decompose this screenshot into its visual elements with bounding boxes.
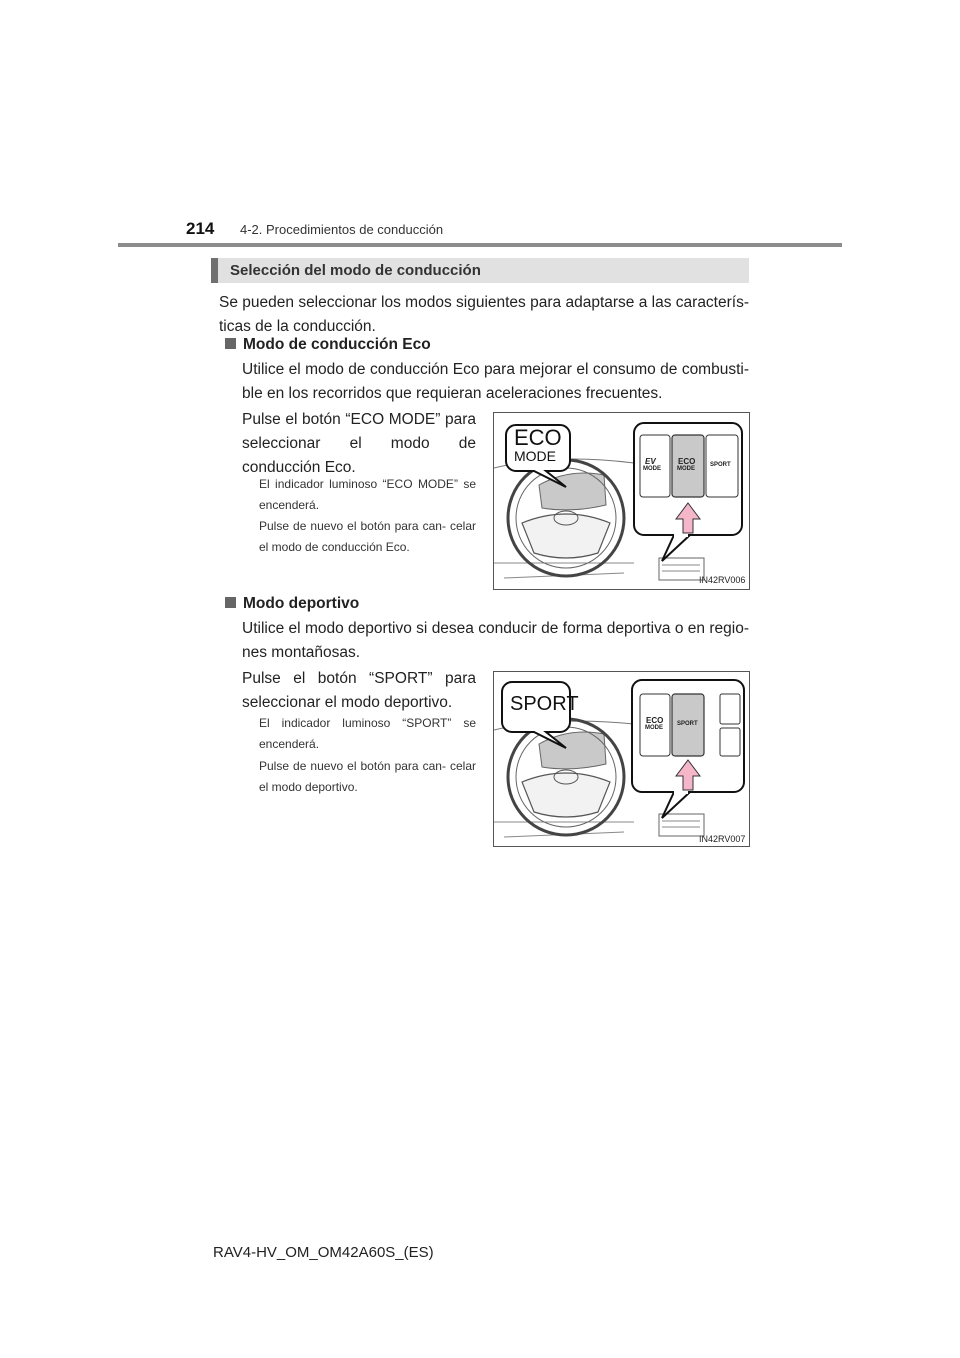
sport-mode-heading	[225, 595, 359, 613]
document-code-footer: RAV4-HV_OM_OM42A60S_(ES)	[213, 1244, 434, 1261]
sport-mode-note-cancel: Pulse de nuevo el botón para can- celar el modo deportivo.	[259, 759, 476, 794]
header-divider	[118, 243, 842, 247]
eco-mode-button-label: ECO	[678, 457, 696, 466]
eco-mode-note-indicator: El indicador luminoso “ECO MODE” se encenderá.	[259, 477, 476, 512]
eco-mode-description: Utilice el modo de conducción Eco para mejorar el consumo de combusti- ble en los recorridos que requieran aceleraciones frecuentes.	[242, 361, 749, 402]
sport-callout-label: SPORT	[510, 693, 579, 715]
eco-mode-note-cancel: Pulse de nuevo el botón para can- celar el modo de conducción Eco.	[259, 519, 476, 554]
sport-mode-note-indicator: El indicador luminoso “SPORT” se encenderá.	[259, 716, 476, 751]
eco-mode-button-sublabel: MODE	[645, 725, 663, 731]
ev-mode-button-label: EV	[645, 457, 656, 466]
figure-code: IN42RV006	[699, 575, 746, 585]
sport-mode-instruction: Pulse el botón “SPORT” para seleccionar el modo deportivo.	[242, 670, 476, 711]
eco-mode-heading-text: Modo de conducción Eco	[243, 336, 431, 353]
intro-paragraph: Se pueden seleccionar los modos siguientes para adaptarse a las caracterís- ticas de la conducción.	[219, 294, 749, 335]
page-number: 214	[186, 219, 215, 238]
chapter-heading: 4-2. Procedimientos de conducción	[240, 222, 444, 237]
sport-mode-illustration	[493, 671, 750, 847]
bullet-square-icon	[225, 338, 236, 349]
eco-mode-button-sublabel: MODE	[677, 466, 695, 472]
eco-callout-label: ECO	[514, 425, 562, 450]
eco-mode-heading	[225, 336, 431, 354]
eco-callout-sublabel: MODE	[514, 448, 556, 464]
sport-button-label: SPORT	[677, 721, 698, 727]
section-title: Selección del modo de conducción	[230, 262, 481, 279]
eco-mode-button-label: ECO	[646, 716, 664, 725]
section-title-bar	[211, 258, 749, 283]
figure-code: IN42RV007	[699, 834, 746, 844]
sport-mode-heading-text: Modo deportivo	[243, 595, 360, 612]
sport-mode-description: Utilice el modo deportivo si desea conducir de forma deportiva o en regio- nes montañosas.	[242, 620, 749, 661]
bullet-square-icon	[225, 597, 236, 608]
eco-mode-illustration	[493, 412, 750, 590]
ev-mode-button-sublabel: MODE	[643, 466, 661, 472]
eco-mode-instruction: Pulse el botón “ECO MODE” para seleccionar el modo de conducción Eco.	[242, 411, 476, 476]
sport-button-label: SPORT	[710, 462, 731, 468]
